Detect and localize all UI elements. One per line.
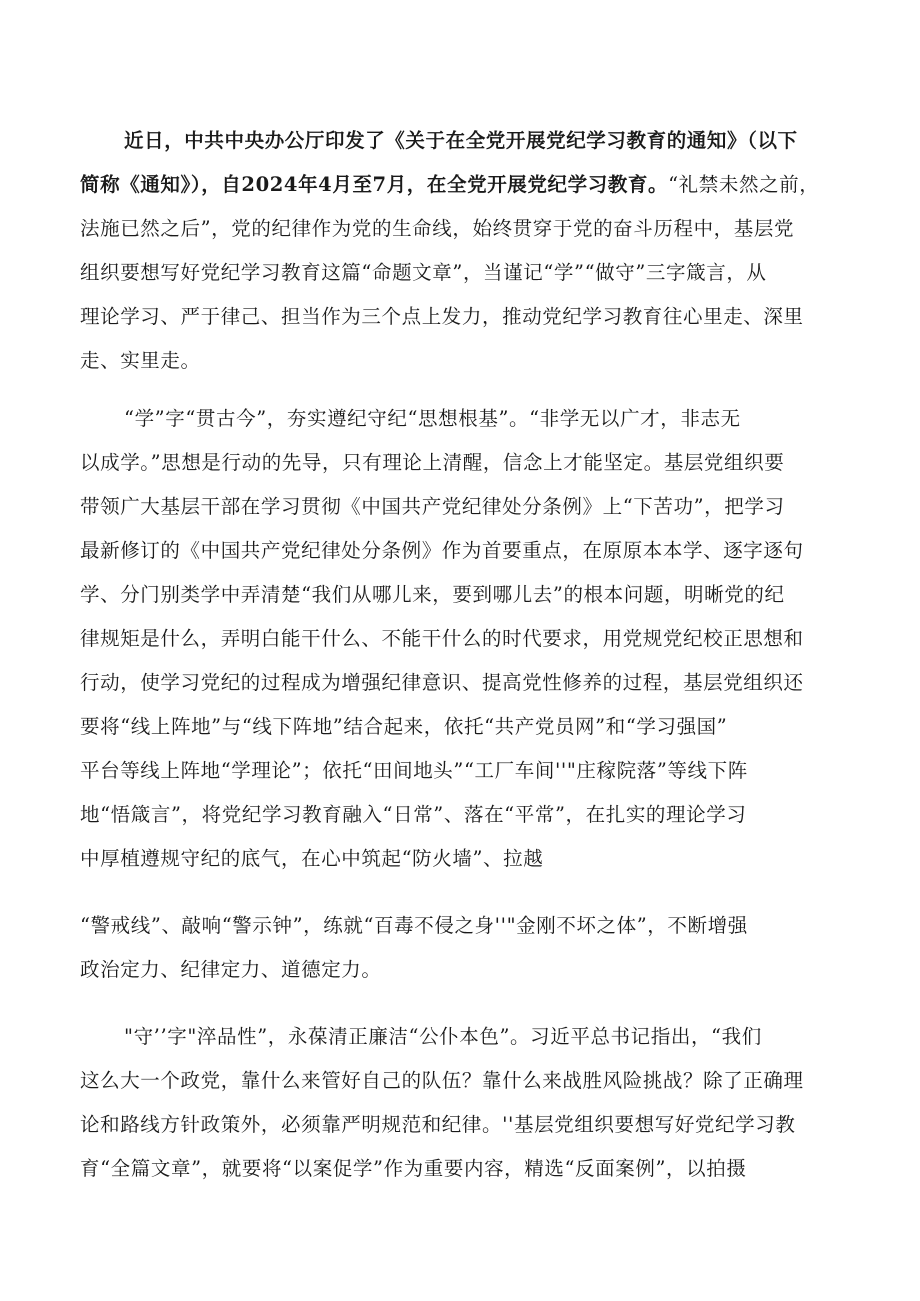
paragraph-2-line-6 bbox=[80, 626, 804, 652]
paragraph-1-line-2 bbox=[80, 172, 819, 198]
paragraph-1-line-1 bbox=[124, 128, 798, 154]
paragraph-1-line-6 bbox=[80, 348, 201, 374]
paragraph-2-line-11 bbox=[80, 846, 543, 872]
paragraph-4-line-2 bbox=[80, 1068, 804, 1094]
text-segment: “警戒线”、敲响“警示钟”，练就“百毒不侵之身''"金刚不坏之体”，不断增强 bbox=[80, 914, 748, 937]
text-segment: "守’’字"淬品性”，永葆清正廉洁“公仆本色”。习近平总书记指出，“我们 bbox=[124, 1025, 762, 1048]
text-segment: 学、分门别类学中弄清楚“我们从哪儿来，要到哪儿去”的根本问题，明晰党的纪 bbox=[80, 583, 785, 606]
paragraph-1-line-3 bbox=[80, 216, 794, 242]
text-segment: 走、实里走。 bbox=[80, 349, 201, 372]
text-segment: 地“悟箴言”，将党纪学习教育融入“日常”、落在“平常”，在扎实的理论学习 bbox=[80, 803, 747, 826]
paragraph-3-line-2 bbox=[80, 957, 382, 983]
text-segment: 带领广大基层干部在学习贯彻《中国共产党纪律处分条例》上“下苦功”，把学习 bbox=[80, 495, 785, 518]
text-segment: 育“全篇文章”，就要将“以案促学”作为重要内容，精选“反面案例”，以拍摄 bbox=[80, 1157, 747, 1180]
paragraph-2-line-8 bbox=[80, 714, 727, 740]
paragraph-4-line-1 bbox=[124, 1024, 762, 1050]
paragraph-2-line-10 bbox=[80, 802, 746, 828]
paragraph-2-line-9 bbox=[80, 758, 748, 784]
paragraph-2-line-1 bbox=[124, 406, 741, 432]
text-segment: 这么大一个政党，靠什么来管好自己的队伍？靠什么来战胜风险挑战？除了正确理 bbox=[80, 1069, 804, 1092]
paragraph-2-line-4 bbox=[80, 538, 804, 564]
text-segment: 理论学习、严于律己、担当作为三个点上发力，推动党纪学习教育往心里走、深里 bbox=[80, 305, 804, 328]
text-segment: 简称《通知》），自2024年4月至7月，在全党开展党纪学习教育。 bbox=[80, 173, 669, 196]
text-segment: 律规矩是什么，弄明白能干什么、不能干什么的时代要求，用党规党纪校正思想和 bbox=[80, 627, 804, 650]
text-segment: 中厚植遵规守纪的底气，在心中筑起“防火墙”、拉越 bbox=[80, 847, 544, 870]
text-segment: 近日，中共中央办公厅印发了《关于在全党开展党纪学习教育的通知》（以下 bbox=[124, 129, 798, 152]
paragraph-2-line-3 bbox=[80, 494, 785, 520]
paragraph-1-line-5 bbox=[80, 304, 804, 330]
text-segment: 要将“线上阵地”与“线下阵地”结合起来，依托“共产党员网”和“学习强国” bbox=[80, 715, 728, 738]
paragraph-4-line-3 bbox=[80, 1112, 795, 1138]
text-segment: “学”字“贯古今”，夯实遵纪守纪“思想根基”。“非学无以广才，非志无 bbox=[124, 407, 741, 430]
paragraph-3-line-1 bbox=[80, 913, 748, 939]
text-segment: 行动，使学习党纪的过程成为增强纪律意识、提高党性修养的过程，基层党组织还 bbox=[80, 671, 804, 694]
text-segment: 组织要想写好党纪学习教育这篇“命题文章”，当谨记“学”“做守”三字箴言，从 bbox=[80, 261, 767, 284]
text-segment: 以成学。”思想是行动的先导，只有理论上清醒，信念上才能坚定。基层党组织要 bbox=[80, 451, 785, 474]
paragraph-2-line-2 bbox=[80, 450, 784, 476]
paragraph-2-line-7 bbox=[80, 670, 804, 696]
text-segment: 最新修订的《中国共产党纪律处分条例》作为首要重点，在原原本本学、逐字逐句 bbox=[80, 539, 804, 562]
text-segment: 平台等线上阵地“学理论”；依托“田间地头”“工厂车间''"庄稼院落”等线下阵 bbox=[80, 759, 748, 782]
paragraph-2-line-5 bbox=[80, 582, 785, 608]
text-segment: 政治定力、纪律定力、道德定力。 bbox=[80, 958, 382, 981]
paragraph-1-line-4 bbox=[80, 260, 767, 286]
text-segment: “礼禁未然之前， bbox=[668, 173, 820, 196]
text-segment: 论和路线方针政策外，必须靠严明规范和纪律。''基层党组织要想写好党纪学习教 bbox=[80, 1113, 796, 1136]
paragraph-4-line-4 bbox=[80, 1156, 746, 1182]
text-segment: 法施已然之后”，党的纪律作为党的生命线，始终贯穿于党的奋斗历程中，基层党 bbox=[80, 217, 795, 240]
